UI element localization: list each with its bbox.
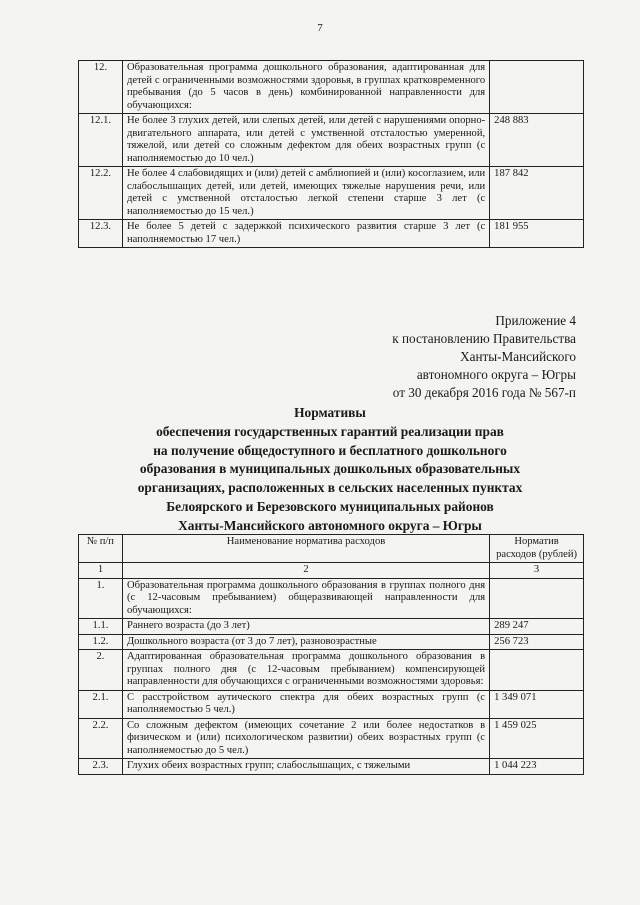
row-number: 2. xyxy=(79,650,123,691)
appendix-title: Приложение 4 xyxy=(495,313,576,328)
row-value: 1 044 223 xyxy=(490,759,584,775)
table-index-row xyxy=(79,563,584,579)
row-description: Образовательная программа дошкольного образования в группах полного дня (с 12-часовым пребыванием) общеразвивающей направленности для обучающихся: xyxy=(122,578,489,619)
row-value: 256 723 xyxy=(490,634,584,650)
main-table-body xyxy=(79,578,584,774)
table-row xyxy=(79,578,584,619)
row-number: 2.3. xyxy=(79,759,123,775)
top-norms-table xyxy=(78,60,584,248)
index-col-3: 3 xyxy=(490,563,584,579)
row-value xyxy=(490,578,584,619)
row-number: 2.2. xyxy=(79,718,123,759)
row-number: 12. xyxy=(79,61,123,114)
table-row xyxy=(79,220,584,248)
row-number: 12.2. xyxy=(79,167,123,220)
row-description: Глухих обеих возрастных групп; слабослышащих, с тяжелыми xyxy=(122,759,489,775)
row-description: С расстройством аутического спектра для обеих возрастных групп (с наполняемостью 5 чел.) xyxy=(122,690,489,718)
table-row xyxy=(79,114,584,167)
title-line: Белоярского и Березовского муниципальных районов xyxy=(166,498,494,514)
header-value: Норматив расходов (рублей) xyxy=(490,535,584,563)
title-line: образования в муниципальных дошкольных образовательных xyxy=(139,461,521,477)
row-number: 12.3. xyxy=(79,220,123,248)
header-number: № п/п xyxy=(79,535,123,563)
appendix-date: от 30 декабря 2016 года № 567-п xyxy=(392,385,576,400)
row-value: 1 349 071 xyxy=(490,690,584,718)
row-description: Со сложным дефектом (имеющих сочетание 2 или более недостатков в физическом и (или) психологическом развитии) обеих возрастных групп (с наполняемостью до 5 чел.) xyxy=(122,718,489,759)
appendix-okrug: автономного округа – Югры xyxy=(416,367,576,382)
table-row xyxy=(79,619,584,635)
row-number: 12.1. xyxy=(79,114,123,167)
index-col-2: 2 xyxy=(122,563,489,579)
row-description: Образовательная программа дошкольного образования, адаптированная для детей с ограниченными возможностями здоровья, в группах кратковременного пребывания (до 5 часов в день) комбинированной направленности для обучающихся: xyxy=(122,61,489,114)
row-value: 1 459 025 xyxy=(490,718,584,759)
table-row xyxy=(79,634,584,650)
row-number: 2.1. xyxy=(79,690,123,718)
title-line: на получение общедоступного и бесплатного дошкольного xyxy=(153,442,507,458)
table-header-row xyxy=(79,535,584,563)
title-line: обеспечения государственных гарантий реализации прав xyxy=(156,423,504,439)
appendix-block xyxy=(392,312,576,402)
table-row xyxy=(79,167,584,220)
title-line: Нормативы xyxy=(294,405,366,420)
title-line: Ханты-Мансийского автономного округа – Югры xyxy=(178,517,482,533)
row-number: 1.1. xyxy=(79,619,123,635)
row-value: 289 247 xyxy=(490,619,584,635)
top-table-body xyxy=(79,61,584,248)
row-value: 181 955 xyxy=(490,220,584,248)
row-description: Не более 3 глухих детей, или слепых детей, или детей с нарушениями опорно-двигательного аппарата, или детей с умственной отсталостью умеренной, тяжелой, или детей со сложным дефектом для обеих возрастных групп (с наполняемостью до 10 чел.) xyxy=(122,114,489,167)
table-row xyxy=(79,690,584,718)
header-name: Наименование норматива расходов xyxy=(122,535,489,563)
row-description: Не более 4 слабовидящих и (или) детей с амблиопией и (или) косоглазием, или слабослышащих детей, или детей, имеющих тяжелые нарушения речи, или детей с умственной отсталостью легкой степени старше 3 лет (с наполняемостью до 15 чел.) xyxy=(122,167,489,220)
row-description: Адаптированная образовательная программа дошкольного образования в группах полного дня (с 12-часовым пребыванием) компенсирующей направленности для обучающихся с ограниченными возможностями здоровья: xyxy=(122,650,489,691)
table-row xyxy=(79,61,584,114)
row-value xyxy=(490,650,584,691)
row-description: Дошкольного возраста (от 3 до 7 лет), разновозрастные xyxy=(122,634,489,650)
table-row xyxy=(79,718,584,759)
page-number: 7 xyxy=(317,22,323,34)
row-description: Не более 5 детей с задержкой психического развития старше 3 лет (с наполняемостью 17 чел.) xyxy=(122,220,489,248)
row-number: 1. xyxy=(79,578,123,619)
appendix-resolution: к постановлению Правительства xyxy=(392,331,576,346)
row-number: 1.2. xyxy=(79,634,123,650)
document-title xyxy=(80,404,580,536)
main-norms-table xyxy=(78,534,584,775)
table-row xyxy=(79,759,584,775)
title-line: организациях, расположенных в сельских населенных пунктах xyxy=(137,480,523,496)
row-value: 187 842 xyxy=(490,167,584,220)
row-value xyxy=(490,61,584,114)
table-row xyxy=(79,650,584,691)
index-col-1: 1 xyxy=(79,563,123,579)
appendix-region: Ханты-Мансийского xyxy=(460,349,576,364)
row-value: 248 883 xyxy=(490,114,584,167)
row-description: Раннего возраста (до 3 лет) xyxy=(122,619,489,635)
